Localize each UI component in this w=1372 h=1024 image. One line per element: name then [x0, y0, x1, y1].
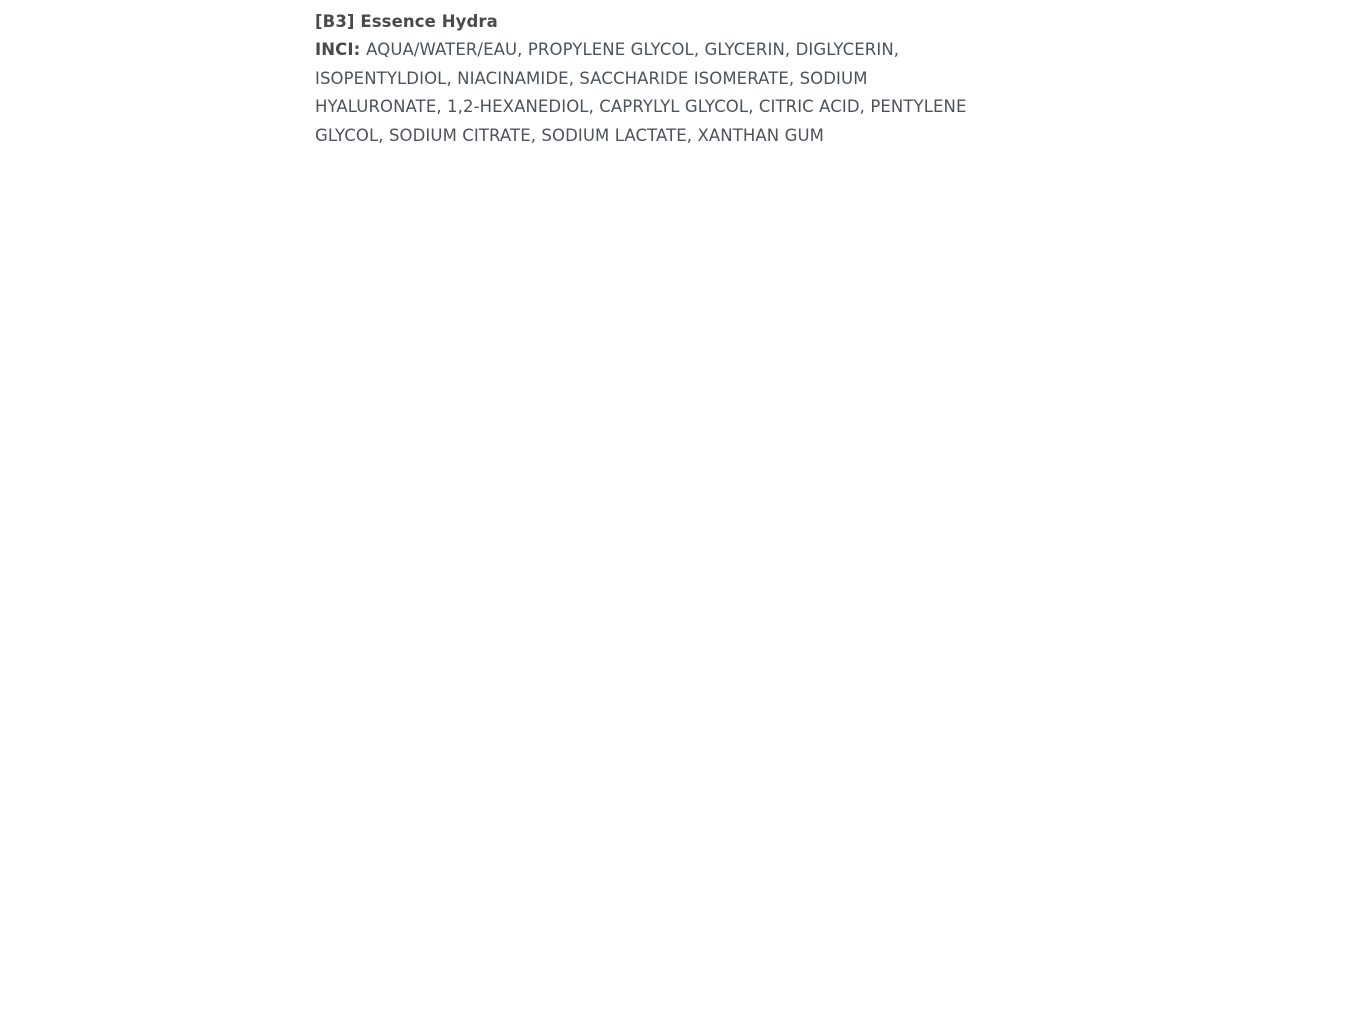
product-ingredient-block — [315, 8, 975, 150]
inci-ingredients-text: AQUA/WATER/EAU, PROPYLENE GLYCOL, GLYCERIN, DIGLYCERIN, ISOPENTYLDIOL, NIACINAMIDE, SACCHARIDE ISOMERATE, SODIUM HYALURONATE, 1,2-HEXANEDIOL, CAPRYLYL GLYCOL, CITRIC ACID, PENTYLENE GLYCOL, SODIUM CITRATE, SODIUM LACTATE, XANTHAN GUM — [315, 40, 967, 145]
inci-paragraph — [315, 36, 975, 150]
product-title: [B3] Essence Hydra — [315, 12, 498, 31]
inci-label: INCI: — [315, 40, 367, 60]
